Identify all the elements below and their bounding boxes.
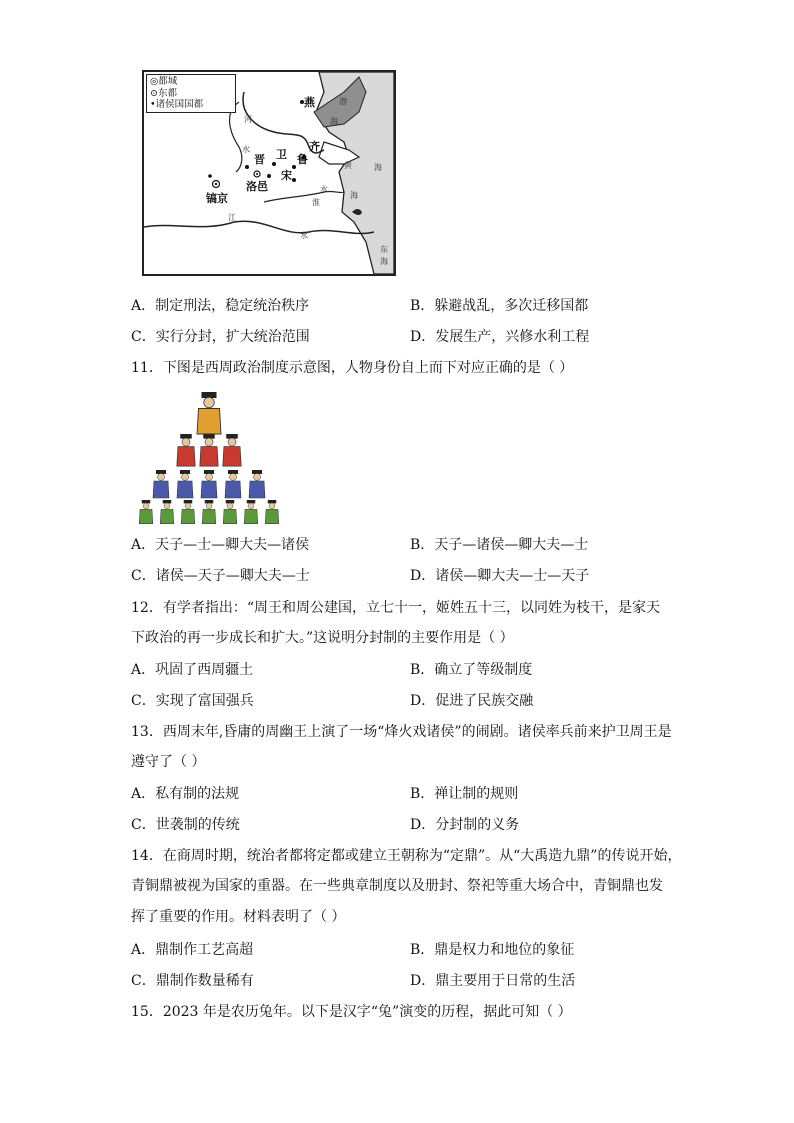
q12-option-d[interactable]: D．促进了民族交融 xyxy=(410,693,534,709)
label-song: 宋 xyxy=(281,169,292,182)
q11-option-c[interactable]: C．诸侯—天子—卿大夫—士 xyxy=(131,568,310,584)
q12-option-c[interactable]: C．实现了富国强兵 xyxy=(131,693,254,709)
q13-option-a[interactable]: A．私有制的法规 xyxy=(131,786,240,802)
label-huai: 淮 xyxy=(312,198,320,207)
q12-option-b[interactable]: B．确立了等级制度 xyxy=(410,662,533,678)
label-haojing: 镐京 xyxy=(206,192,228,205)
q14-option-a[interactable]: A．鼎制作工艺高超 xyxy=(131,942,254,958)
label-wei: 卫 xyxy=(276,148,287,161)
q10-option-d[interactable]: D．发展生产，兴修水利工程 xyxy=(410,329,590,345)
legend-capital: ◎都城 xyxy=(150,76,178,87)
q11-option-a[interactable]: A．天子—士—卿大夫—诸侯 xyxy=(131,537,310,553)
q10-option-a[interactable]: A．制定刑法，稳定统治秩序 xyxy=(131,298,310,314)
q12-stem-line2: 下政治的再一步成长和扩大。”这说明分封制的主要作用是（ ） xyxy=(131,630,514,646)
q13-stem-line2: 遵守了（ ） xyxy=(131,754,206,770)
q11-stem: 11．下图是西周政治制度示意图，人物身份自上而下对应正确的是（ ） xyxy=(131,360,574,376)
label-east-sea: 海 xyxy=(380,257,388,266)
jin-dot xyxy=(245,165,249,169)
label-huai-shui: 水 xyxy=(320,185,328,194)
tianzi-figure xyxy=(197,392,221,434)
q13-stem-line1: 13．西周末年,昏庸的周幽王上演了一场“烽火戏诸侯”的闹剧。诸侯率兵前来护卫周王是 xyxy=(131,724,672,740)
q13-option-b[interactable]: B．禅让制的规则 xyxy=(410,786,519,802)
q12-stem-line1: 12．有学者指出：“周王和周公建国，立七十一，姬姓五十三，以同姓为枝干，是家天 xyxy=(131,600,660,616)
zhou-hierarchy-pyramid xyxy=(131,390,291,526)
q10-option-b[interactable]: B．躲避战乱，多次迁移国都 xyxy=(410,298,589,314)
qingdafu-row xyxy=(153,470,265,498)
legend-east-capital: ⊙东都 xyxy=(150,87,177,99)
western-zhou-map xyxy=(142,70,396,276)
minor-dot xyxy=(208,174,212,178)
lu-dot xyxy=(292,165,296,169)
label-hai-yellow: 海 xyxy=(374,163,382,172)
zhuhou-row xyxy=(177,434,241,466)
label-hai-3: 海 xyxy=(350,191,358,200)
label-luoyi: 洛邑 xyxy=(246,180,268,193)
label-he: 河 xyxy=(244,115,252,124)
huai-river xyxy=(264,191,344,202)
label-jin: 晋 xyxy=(254,153,265,166)
label-lu: 鲁 xyxy=(297,153,308,166)
q14-option-b[interactable]: B．鼎是权力和地位的象征 xyxy=(410,942,575,958)
shi-row xyxy=(139,500,279,524)
fen-river xyxy=(230,102,242,172)
q14-option-d[interactable]: D．鼎主要用于日常的生活 xyxy=(410,973,576,989)
q15-stem: 15．2023 年是农历兔年。以下是汉字“兔”演变的历程，据此可知（ ） xyxy=(131,1004,572,1020)
label-jiang-shui: 水 xyxy=(300,231,308,240)
q14-stem-line3: 挥了重要的作用。材料表明了（ ） xyxy=(131,909,346,925)
q14-option-c[interactable]: C．鼎制作数量稀有 xyxy=(131,973,254,989)
label-huang: 黄 xyxy=(344,161,352,170)
q13-option-c[interactable]: C．世袭制的传统 xyxy=(131,817,240,833)
q10-option-c[interactable]: C．实行分封，扩大统治范围 xyxy=(131,329,310,345)
q12-option-a[interactable]: A．巩固了西周疆土 xyxy=(131,662,254,678)
q11-option-d[interactable]: D．诸侯—卿大夫—士—天子 xyxy=(410,568,590,584)
q13-option-d[interactable]: D．分封制的义务 xyxy=(410,817,520,833)
label-bo: 渤 xyxy=(339,97,347,106)
minor-dot xyxy=(292,178,296,182)
label-hai: 海 xyxy=(330,117,338,126)
label-dong: 东 xyxy=(380,245,388,254)
label-qi: 齐 xyxy=(309,140,320,153)
map-legend xyxy=(146,74,236,113)
label-yan: 燕 xyxy=(304,96,315,109)
wei-dot xyxy=(272,162,276,166)
q14-stem-line1: 14．在商周时期，统治者都将定都或建立王朝称为“定鼎”。从“大禹造九鼎”的传说开始， xyxy=(131,848,682,864)
pyramid-figures xyxy=(131,390,291,526)
yangtze-river xyxy=(144,221,374,233)
q14-stem-line2: 青铜鼎被视为国家的重器。在一些典章制度以及册封、祭祀等重大场合中，青铜鼎也发 xyxy=(131,878,663,894)
label-jiang: 江 xyxy=(228,213,236,222)
q11-option-b[interactable]: B．天子—诸侯—卿大夫—士 xyxy=(410,537,589,553)
label-shui: 水 xyxy=(242,145,250,154)
legend-vassal-capital: •诸侯国国都 xyxy=(150,99,204,110)
